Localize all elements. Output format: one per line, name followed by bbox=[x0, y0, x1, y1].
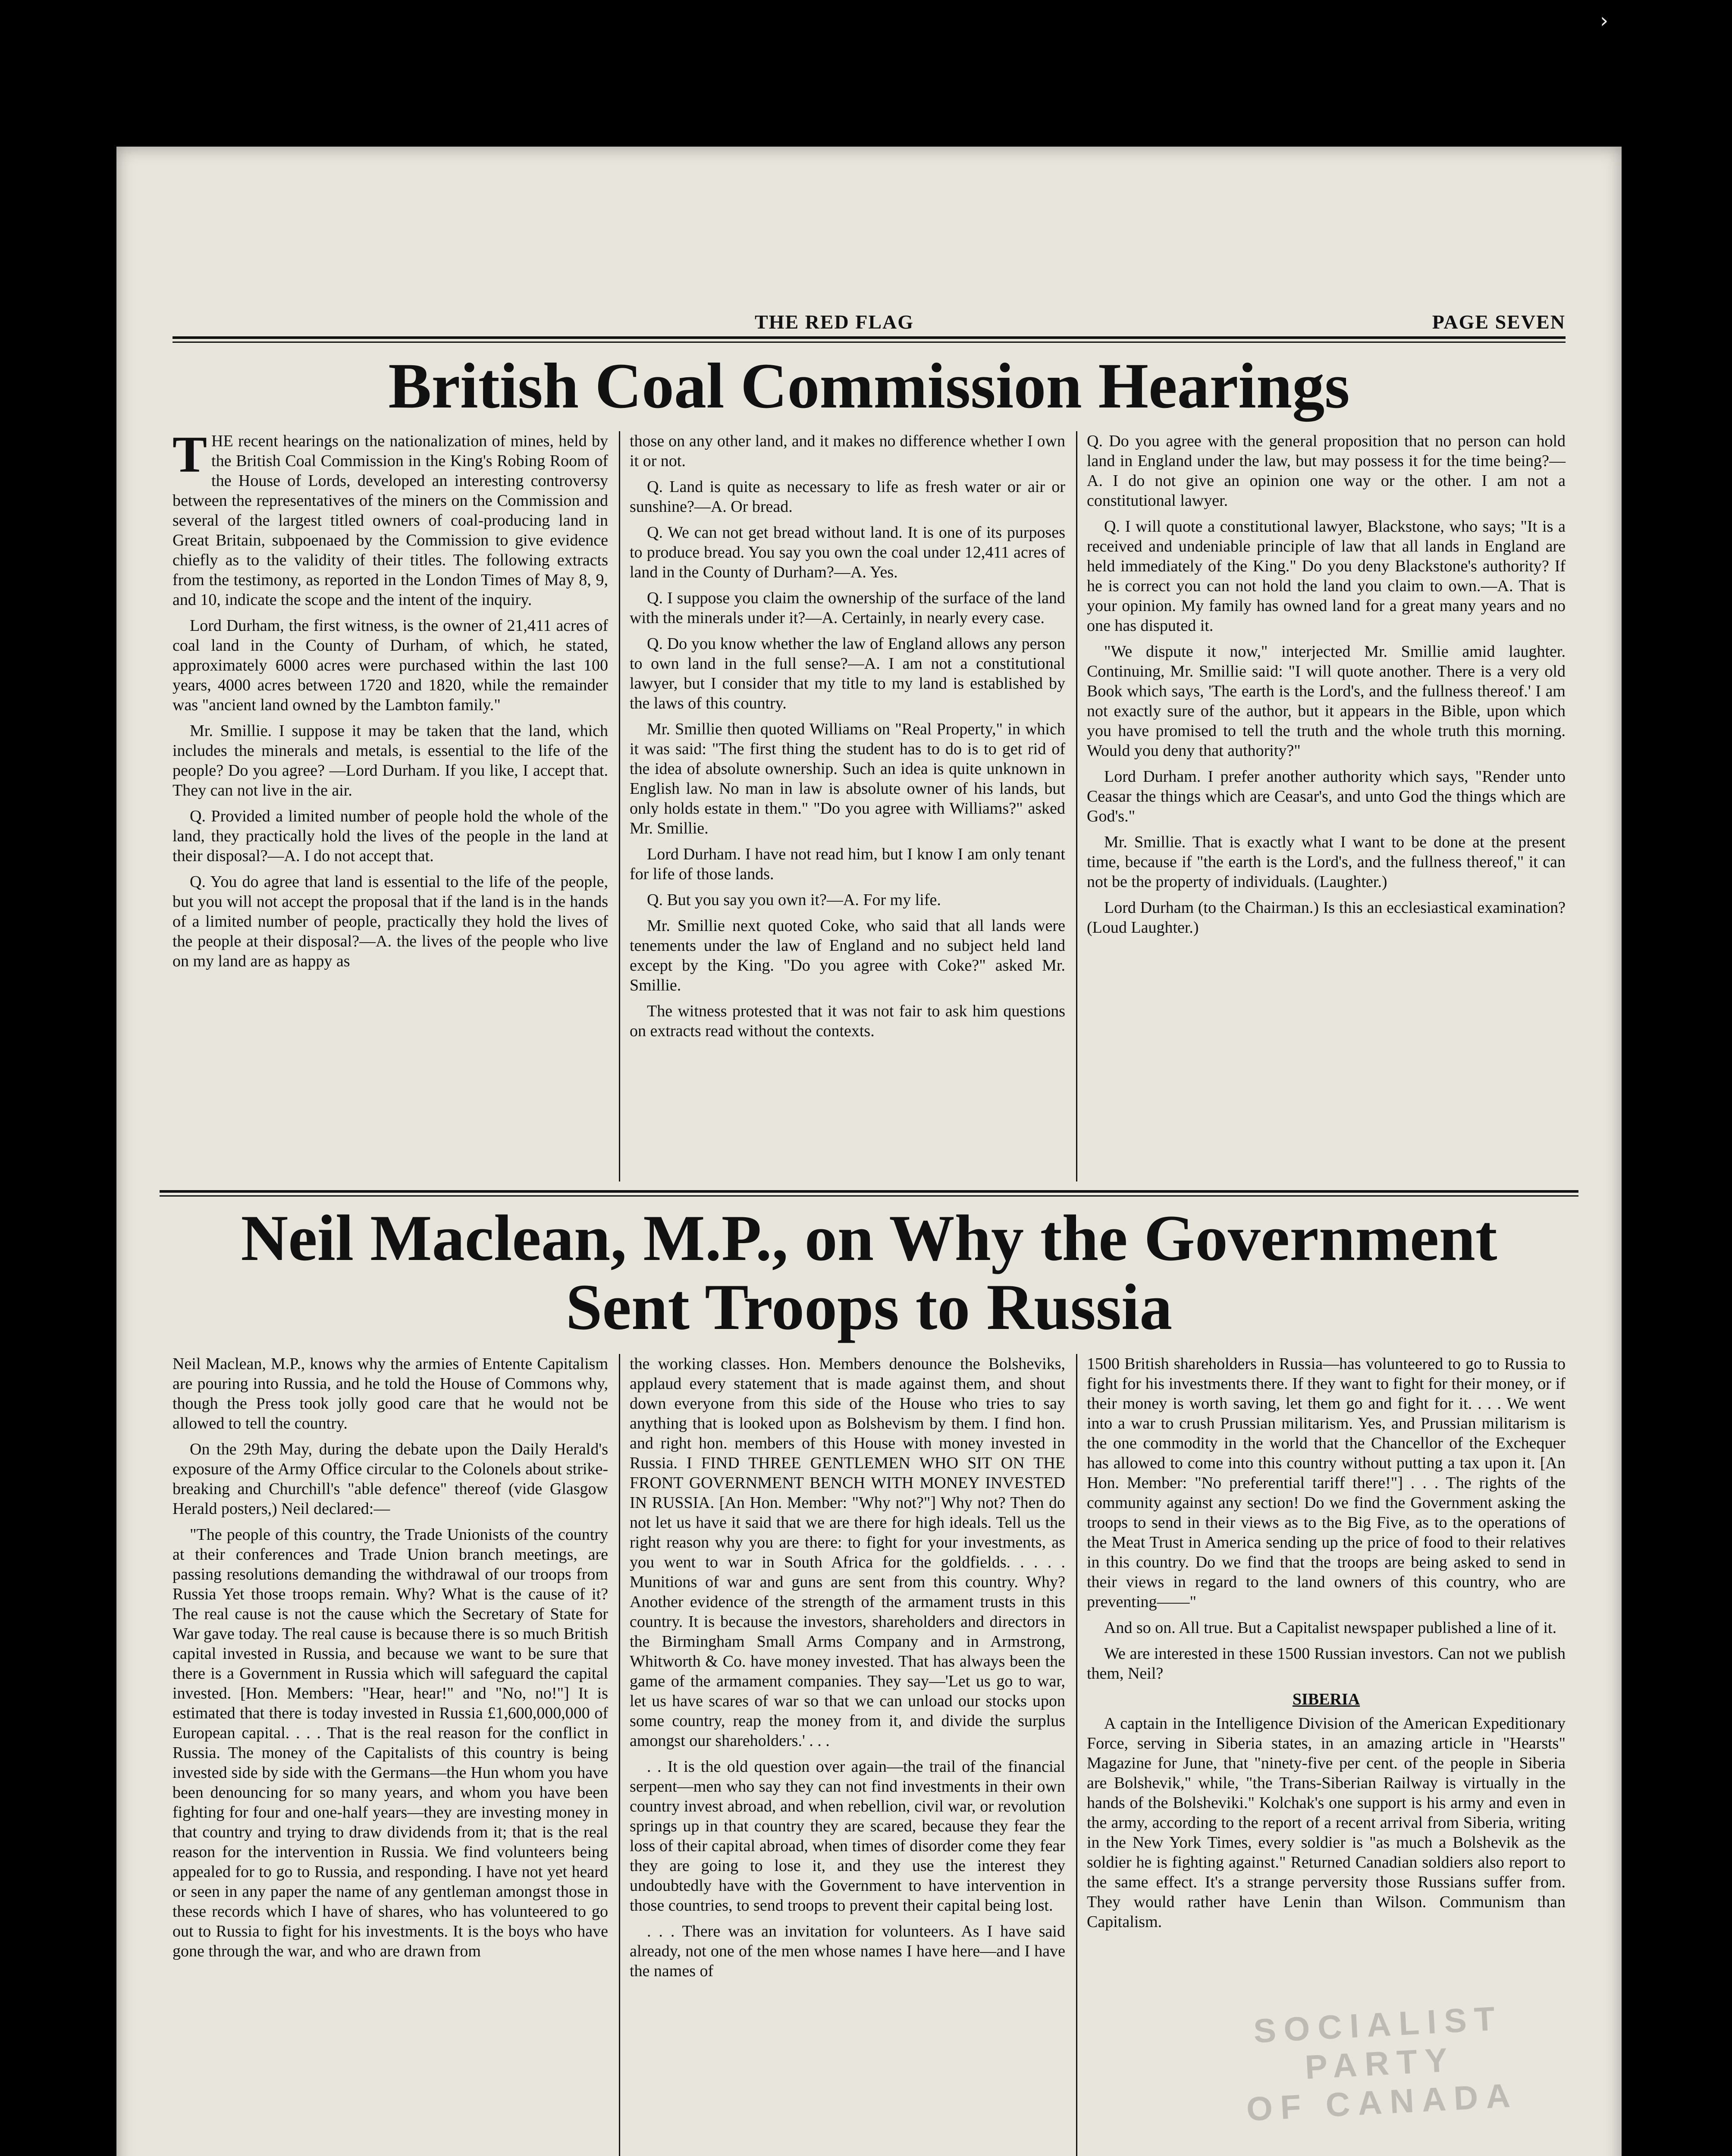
stamp-line-2: OF CANADA bbox=[1245, 2076, 1519, 2128]
article1-col1-p0: mines, held by the British Coal Commission in the King's Robing Room of the House of Lords, developed an interesting controversy between the representatives of the miners on the Commission and several of the largest titled owners of coal-producing land in Great Britain, subpoenaed by the Commission to give evidence chiefly as to the validity of their titles. The following extracts from the testimony, as reported in the London Times of May 8, 9, and 10, indicate the scope and the intent of the inquiry. bbox=[173, 432, 609, 609]
article1-col2 bbox=[630, 431, 1065, 1047]
article1-col2-p1: Q. Land is quite as necessary to life as fresh water or air or sunshine?—A. Or bread. bbox=[630, 478, 1065, 516]
article2-col3-p2: We are interested in these 1500 Russian investors. Can not we publish them, Neil? bbox=[1087, 1645, 1566, 1683]
article2-col3-p0: 1500 British shareholders in Russia—has volunteered to go to Russia to fight for his investments there. If they want to fight for their money, or if their money is worth saving, let them go and fight for it. . . . We went into a war to crush Prussian militarism. Yes, and Prussian militarism is the one commodity in the world that the Chancellor of the Exchequer has allowed to come into this country without putting a tax upon it. [An Hon. Member: "No preferential tariff there!"] . . . The rights of the community against any section! Do we find the Government asking the troops to send in their views as to the Big Five, as to the operations of the Meat Trust in America sending up the price of food to their relatives in this country. Do we find that the troops are being asked to send in their views in regard to the land owners of this country, who are preventing——" bbox=[1087, 1355, 1566, 1611]
article2-col-divider-2 bbox=[1076, 1354, 1077, 2156]
article1-col3-p4: Mr. Smillie. That is exactly what I want to be done at the present time, because if "the earth is the Lord's, and the fullness thereof," it can not be the property of individuals. (Laughter.) bbox=[1087, 833, 1566, 891]
article2-col1-p2: "The people of this country, the Trade Unionists of the country at their conferences and Trade Union branch meetings, are passing resolutions demanding the withdrawal of our troops from Russia Yet those troops remain. Why? What is the cause of it? The real cause is not the cause which the Secretary of State for War gave today. The real cause is because there is so much British capital invested in Russia, and because we want to be sure that there is a Government in Russia which will safeguard the capital invested. [Hon. Members: "Hear, hear!" and "No, no!"] It is estimated that there is today invested in Russia £1,600,000,000 of European capital. . . . That is the real reason for the conflict in Russia. The money of the Capitalists of this country is being invested side by side with the Germans—the Hun whom you have been denouncing for so many years, and whom you have been fighting for four and one-half years—they are investing money in that country and trying to draw dividends from it; that is the real reason for the intervention in Russia. We find volunteers being appealed for to go to Russia, and responding. I have not yet heard or seen in any paper the name of any gentleman amongst those in these records which I have of shares, who has volunteered to go out to Russia to fight for his investments. It is the boys who have gone through the war, and who are drawn from bbox=[173, 1526, 608, 1960]
stamp-line-1: SOCIALIST PARTY bbox=[1252, 1999, 1504, 2087]
running-head bbox=[173, 310, 1566, 336]
article1-col2-p4: Q. Do you know whether the law of England allows any person to own land in the full sense?—A. I am not a constitutional lawyer, but I consider that my title to my land is established by the laws of this country. bbox=[630, 635, 1065, 712]
article2-col2-p0: the working classes. Hon. Members denounce the Bolsheviks, applaud every statement that is made against them, and shout down everyone from this side of the House who tries to say anything that is looked upon as Bolshevism by them. I find hon. and right hon. members of this House with money invested in Russia. I FIND THREE GENTLEMEN WHO SIT ON THE FRONT GOVERNMENT BENCH WITH MONEY INVESTED IN RUSSIA. [An Hon. Member: "Why not?"] Why not? Then do not let us have it said that we are there for high ideals. Tell us the right reason why you are there: to fight for your investments, as you went to war in South Africa for the goldfields. . . . . Munitions of war and guns are sent from this country. Why? Another evidence of the strength of the armament trusts in this country. It is because the investors, shareholders and directors in the Birmingham Small Arms Company and in Armstrong, Whitworth & Co. have money invested. That has always been the game of the armament companies. They say—'Let us go to war, let us have scares of war so that we can unload our stocks upon some country, reap the money from it, and divide the surplus amongst our shareholders.' . . . bbox=[630, 1355, 1065, 1750]
article1-col2-p2: Q. We can not get bread without land. It is one of its purposes to produce bread. You say you own the coal under 12,411 acres of land in the County of Durham?—A. Yes. bbox=[630, 523, 1065, 581]
article1-col3-p5: Lord Durham (to the Chairman.) Is this an ecclesiastical examination? (Loud Laughter.) bbox=[1087, 899, 1566, 937]
article1-col-divider-2 bbox=[1076, 431, 1077, 1181]
article2-headline-line1: Neil Maclean, M.P., on Why the Government bbox=[241, 1202, 1497, 1274]
newspaper-title: THE RED FLAG bbox=[755, 311, 914, 333]
article2-col2-p2: . . . There was an invitation for volunteers. As I have said already, not one of the men whose names I have here—and I have the names of bbox=[630, 1922, 1065, 1980]
article2-headline-line2: Sent Troops to Russia bbox=[565, 1271, 1173, 1343]
article2-col3b-p0: A captain in the Intelligence Division of the American Expeditionary Force, serving in Siberia states, in an amazing article in "Hearsts" Magazine for June, that "ninety-five per cent. of the people in Siberia are Bolshevik," while, "the Trans-Siberian Railway is virtually in the hands of the Bolsheviki." Kolchak's one support is his army and even in the army, according to the report of a recent arrival from Siberia, writing in the New York Times, every soldier is "as much a Bolshevik as the soldier he is fighting against." Returned Canadian soldiers also report to the same effect. It's a strange perversity those Russians suffer from. They would rather have Lenin than Wilson. Communism than Capitalism. bbox=[1087, 1714, 1566, 1931]
article2-col1-p1: On the 29th May, during the debate upon the Daily Herald's exposure of the Army Office circular to the Colonels about strike-breaking and Churchill's "able defence" thereof (vide Glasgow Herald posters,) Neil declared:— bbox=[173, 1440, 608, 1518]
library-stamp bbox=[1209, 1996, 1551, 2130]
article2-col3-p1: And so on. All true. But a Capitalist newspaper published a line of it. bbox=[1104, 1619, 1557, 1637]
article1-col3 bbox=[1087, 431, 1566, 943]
article1-col3-p2: "We dispute it now," interjected Mr. Smillie amid laughter. Continuing, Mr. Smillie said: "I will quote another. There is a very old Book which says, 'The earth is the Lord's, and the fullness thereof.' I am not exactly sure of the author, but it appears in the Bible, upon which you have promised to tell the truth and the whole truth this morning. Would you deny that authority?" bbox=[1087, 642, 1566, 760]
article1-col1-p2: Mr. Smillie. I suppose it may be taken that the land, which includes the minerals and metals, is essential to the life of the people? Do you agree? —Lord Durham. If you like, I accept that. They can not live in the air. bbox=[173, 722, 608, 799]
article2-col3 bbox=[1087, 1354, 1566, 1938]
corner-mark: › bbox=[1600, 9, 1609, 33]
head-rule bbox=[173, 336, 1566, 343]
newspaper-page bbox=[116, 9, 1622, 2156]
page-number: PAGE SEVEN bbox=[1432, 311, 1566, 333]
article1-col1 bbox=[173, 426, 609, 977]
article1-col2-p0: those on any other land, and it makes no difference whether I own it or not. bbox=[630, 432, 1065, 470]
article2-col1 bbox=[173, 1354, 608, 1967]
siberia-subhead: SIBERIA bbox=[1292, 1690, 1360, 1708]
article2-col2 bbox=[630, 1354, 1065, 1987]
article1-col2-p8: Mr. Smillie next quoted Coke, who said that all lands were tenements under the law of England and no subject held land except by the King. "Do you agree with Coke?" asked Mr. Smillie. bbox=[630, 917, 1065, 994]
article-separator-rule bbox=[160, 1190, 1578, 1197]
dropcap: T bbox=[173, 426, 207, 483]
article1-col3-p0: Q. Do you agree with the general proposition that no person can hold land in England under the law, but may possess it for the time being?—A. I do not give an opinion one way or the other. I am not a constitutional lawyer. bbox=[1087, 432, 1566, 510]
article1-col1-p1: Lord Durham, the first witness, is the owner of 21,411 acres of coal land in the County of Durham, of which, he stated, approximately 6000 acres were purchased within the last 100 years, 4000 acres between 1720 and 1820, while the remainder was "ancient land owned by the Lambton family." bbox=[173, 617, 608, 714]
article2-col2-p1: . . It is the old question over again—the trail of the financial serpent—men who say they can not find investments in their own country invest abroad, and when rebellion, civil war, or revolution springs up in that country they are scared, because they fear the loss of their capital abroad, when times of disorder come they fear they are going to lose it, and they use the interest they undoubtedly have with the Government to have intervention in those countries, to send troops to prevent their capital being lost. bbox=[630, 1758, 1065, 1915]
article1-col2-p7: Q. But you say you own it?—A. For my life. bbox=[647, 891, 941, 909]
article1-lead-line: HE recent hearings on the nationalization of bbox=[211, 432, 506, 450]
article1-headline: British Coal Commission Hearings bbox=[388, 350, 1350, 422]
article2-col-divider-1 bbox=[619, 1354, 620, 2156]
article1-col1-p4: Q. You do agree that land is essential to the life of the people, but you will not accept the proposal that if the land is in the hands of a limited number of people, practically they hold the lives of the people at their disposal?—A. the lives of the people who live on my land are as happy as bbox=[173, 873, 608, 970]
article1-col-divider-1 bbox=[619, 431, 620, 1181]
article1-col2-p9: The witness protested that it was not fair to ask him questions on extracts read without the contexts. bbox=[630, 1002, 1065, 1040]
article1-col2-p5: Mr. Smillie then quoted Williams on "Real Property," in which it was said: "The first thing the student has to do is to get rid of the idea of absolute ownership. Such an idea is quite unknown in English law. No man in law is absolute owner of his lands, but only holds estate in them." "Do you agree with Williams?" asked Mr. Smillie. bbox=[630, 720, 1065, 837]
article1-col3-p1: Q. I will quote a constitutional lawyer, Blackstone, who says; "It is a received and undeniable principle of law that all lands in England are held immediately of the King." Do you deny Blackstone's authority? If he is correct you can not hold the land you claim to own.—A. That is your opinion. My family has owned land for a great many years and no one has disputed it. bbox=[1087, 517, 1566, 635]
article1-col2-p6: Lord Durham. I have not read him, but I know I am only tenant for life of those lands. bbox=[630, 845, 1065, 883]
article1-col2-p3: Q. I suppose you claim the ownership of the surface of the land with the minerals under it?—A. Certainly, in nearly every case. bbox=[630, 589, 1065, 627]
article1-col3-p3: Lord Durham. I prefer another authority which says, "Render unto Ceasar the things which are Ceasar's, and unto God the things which are God's." bbox=[1087, 768, 1566, 825]
article2-col1-p0: Neil Maclean, M.P., knows why the armies of Entente Capitalism are pouring into Russia, and he told the House of Commons why, though the Press took jolly good care that he would not be allowed to tell the country. bbox=[173, 1355, 608, 1432]
article1-col1-p3: Q. Provided a limited number of people hold the whole of the land, they practically hold the lives of the people in the land at their disposal?—A. I do not accept that. bbox=[173, 807, 608, 865]
